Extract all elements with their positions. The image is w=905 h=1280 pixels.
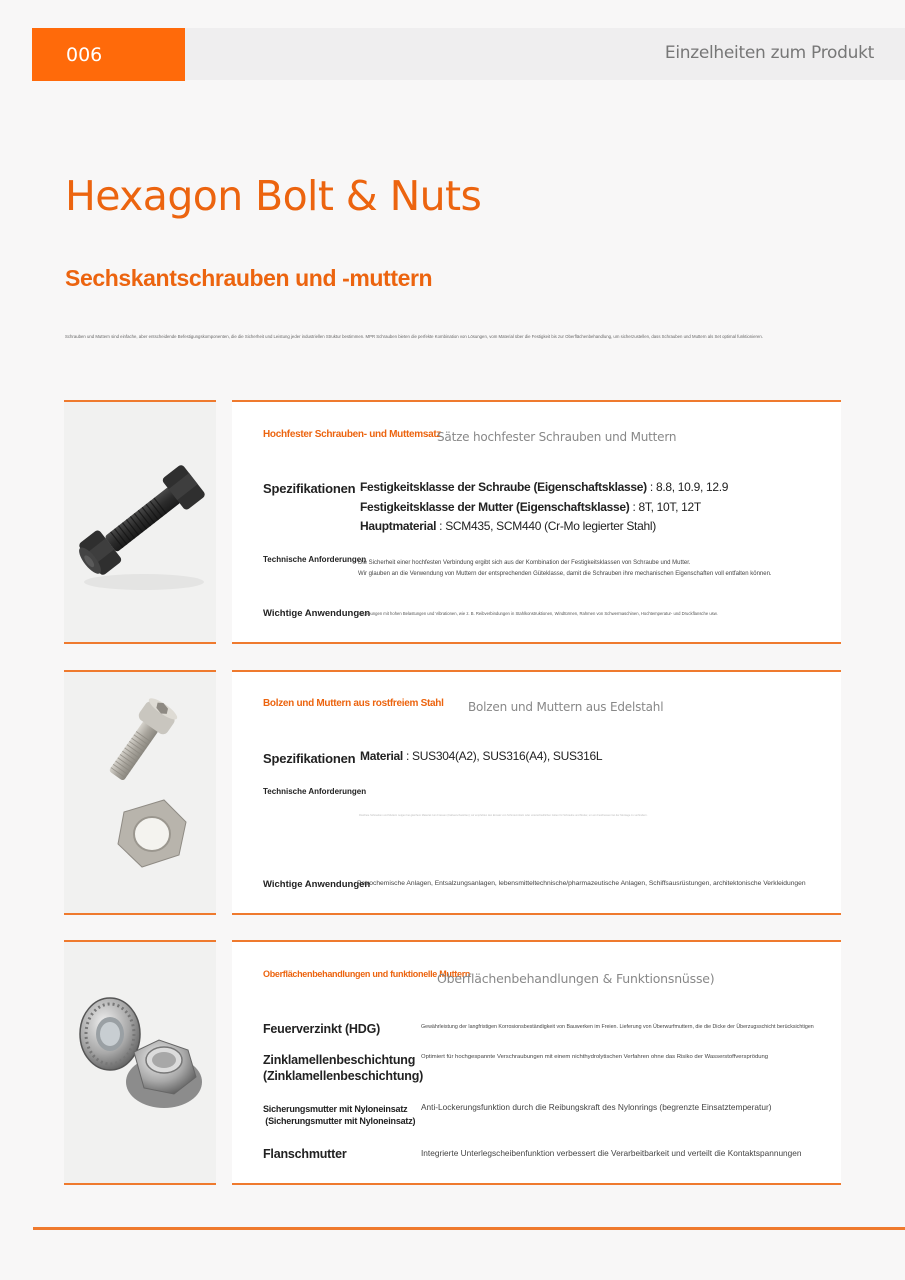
category-alt-title: Bolzen und Muttern aus Edelstahl xyxy=(468,700,664,714)
product-card-surface-treatments xyxy=(232,940,841,1185)
category-title: Hochfester Schrauben- und Muttemsatz xyxy=(263,429,442,440)
tech-requirements-label: Technische Anforderungen xyxy=(263,555,367,564)
applications-text: Umgebungen mit hohen Belastungen und Vibrationen, wie z. B. Reibverbindungen in Stahlkonstruktionen, Windtürmen, Rahmen von Schwermaschinen, Hochtemperatur- und Druckflansche usw. xyxy=(357,611,718,616)
tech-requirements-text: Rostfreie Schrauben und Muttern neigen bei gleichem Material zum Fressen (Kaltverschweißen); wir empfehlen den Einsatz von Schmiermitteln oder unterschiedlichen Güten für Schraube und Mutter, um ein Festfressen bei der Montage zu verhindern. xyxy=(359,814,648,817)
black-stud-bolt-image xyxy=(64,402,216,642)
product-image-panel xyxy=(64,940,216,1185)
treatment-desc: Integrierte Unterlegscheibenfunktion verbessert die Verarbeitbarkeit und verteilt die Kontaktspannungen xyxy=(421,1148,802,1158)
product-image-panel xyxy=(64,400,216,644)
applications-label: Wichtige Anwendungen xyxy=(263,879,371,890)
applications-text: Petrochemische Anlagen, Entsalzungsanlagen, lebensmitteltechnische/pharmazeutische Anlagen, Schiffsausrüstungen, architektonische Verkleidungen xyxy=(357,880,806,887)
tech-requirements-line: Die Sicherheit einer hochfesten Verbindung ergibt sich aus der Kombination der Festigkeitsklassen von Schraube und Mutter. xyxy=(358,560,691,566)
footer-divider xyxy=(33,1227,905,1230)
page-number-badge xyxy=(32,28,185,81)
spec-line: Festigkeitsklasse der Schraube (Eigenschaftsklasse) : 8.8, 10.9, 12.9 xyxy=(360,480,729,494)
page-subtitle: Sechskantschrauben und -muttern xyxy=(65,265,433,291)
treatment-desc: Anti-Lockerungsfunktion durch die Reibungskraft des Nylonrings (begrenzte Einsatztemperatur) xyxy=(421,1102,772,1112)
product-image-panel xyxy=(64,670,216,915)
applications-label: Wichtige Anwendungen xyxy=(263,608,371,619)
treatment-title: Feuerverzinkt (HDG) xyxy=(263,1022,381,1036)
page-number: 006 xyxy=(66,44,103,66)
category-title: Bolzen und Muttern aus rostfreiem Stahl xyxy=(263,698,444,709)
category-alt-title: Sätze hochfester Schrauben und Muttern xyxy=(437,430,677,444)
spec-line: Festigkeitsklasse der Mutter (Eigenschaftsklasse) : 8T, 10T, 12T xyxy=(360,500,701,514)
category-title: Oberflächenbehandlungen und funktionelle Muttern xyxy=(263,969,471,979)
stainless-bolt-nut-image xyxy=(64,672,216,913)
treatment-title: Sicherungsmutter mit Nyloneinsatz (Sicherungsmutter mit Nyloneinsatz) xyxy=(263,1104,416,1126)
treatment-title: Zinklamellenbeschichtung (Zinklamellenbeschichtung) xyxy=(263,1053,424,1083)
treatment-desc: Gewährleistung der langfristigen Korrosionsbeständigkeit von Bauwerken im Freien. Lieferung von Überwurfmuttern, die die Dicke der Überzugsschicht berücksichtigen xyxy=(421,1024,814,1030)
specs-label: Spezifikationen xyxy=(263,481,356,496)
section-label: Einzelheiten zum Produkt xyxy=(664,43,874,63)
treatment-title: Flanschmutter xyxy=(263,1147,347,1161)
tech-requirements-label: Technische Anforderungen xyxy=(263,787,367,796)
product-card-high-strength xyxy=(232,400,841,644)
product-card-stainless xyxy=(232,670,841,915)
specs-label: Spezifikationen xyxy=(263,751,356,766)
flange-nuts-image xyxy=(64,942,216,1183)
intro-paragraph: Schrauben und Muttern sind einfache, aber entscheidende Befestigungskomponenten, die die Sicherheit und Leistung jeder industriellen Struktur bestimmen. MPR Schrauben bieten die perfekte Kombination von Lösungen, vom Material über die Festigkeit bis zur Oberflächenbehandlung, um sicherzustellen, dass Schrauben und Muttern als Set optimal funktionieren. xyxy=(65,334,763,339)
tech-requirements-line: Wir glauben an die Verwendung von Muttern der entsprechenden Güteklasse, damit die Schrauben ihre mechanischen Eigenschaften voll entfalten können. xyxy=(358,571,772,577)
page-title: Hexagon Bolt & Nuts xyxy=(65,172,482,220)
category-alt-title: Oberflächenbehandlungen & Funktionsnüsse) xyxy=(437,971,715,986)
spec-line: Material : SUS304(A2), SUS316(A4), SUS316L xyxy=(360,749,603,763)
treatment-desc: Optimiert für hochgespannte Verschraubungen mit einem nichthydrolytischen Verfahren ohne das Risiko der Wasserstoffversprödung xyxy=(421,1054,769,1060)
spec-line: Hauptmaterial : SCM435, SCM440 (Cr-Mo legierter Stahl) xyxy=(360,519,656,533)
